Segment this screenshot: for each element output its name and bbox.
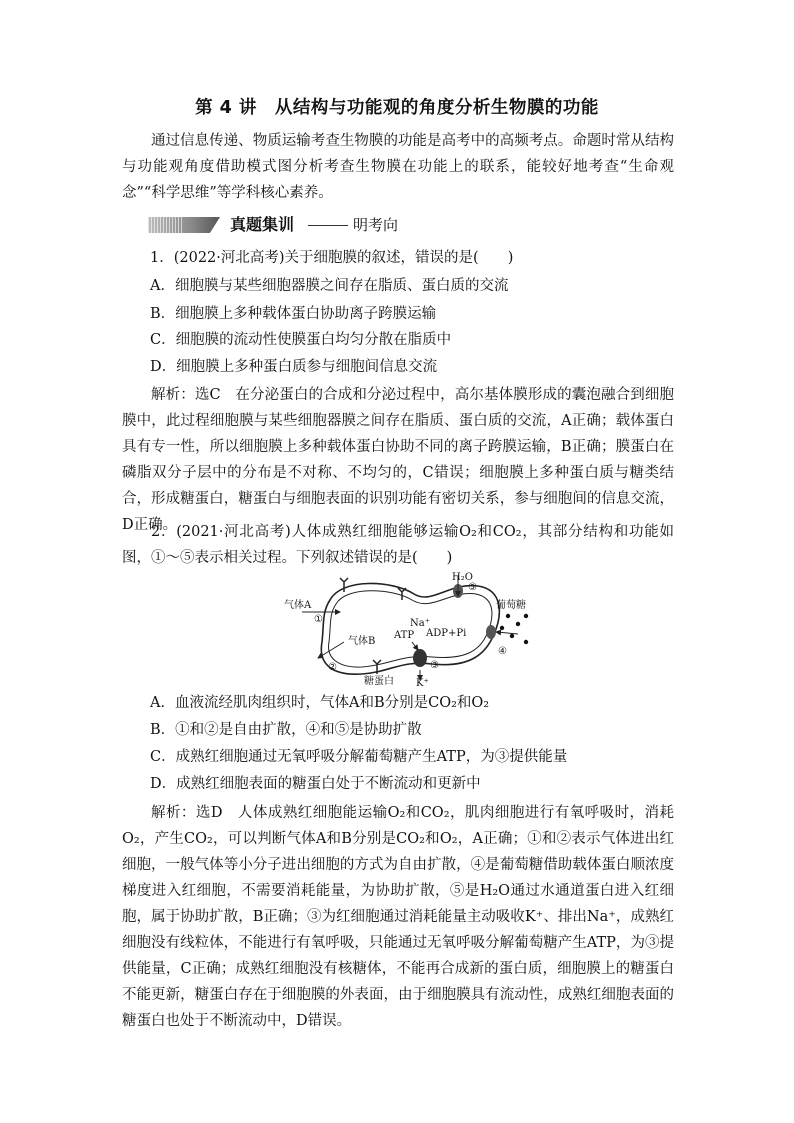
- label-glycoprotein: 糖蛋白: [364, 676, 394, 686]
- label-h2o: H₂O: [452, 572, 473, 583]
- red-blood-cell-diagram: [282, 572, 540, 686]
- q2-option-a: A．血液流经肌肉组织时，气体A和B分别是CO₂和O₂: [150, 695, 490, 711]
- membrane-transport-figure: [282, 572, 540, 686]
- label-process-1: ①: [314, 614, 323, 625]
- question-2-stem: 2．(2021·河北高考)人体成熟红细胞能够运输O₂和CO₂，其部分结构和功能如图，①～⑤表示相关过程。下列叙述错误的是( ): [122, 524, 674, 566]
- label-process-3: ③: [430, 660, 439, 671]
- question-1-stem: 1．(2022·河北高考)关于细胞膜的叙述，错误的是( ): [150, 250, 514, 266]
- label-glucose: 葡萄糖: [496, 600, 526, 611]
- label-gas-b: 气体B: [348, 636, 376, 647]
- q2-option-c: C．成熟红细胞通过无氧呼吸分解葡萄糖产生ATP，为③提供能量: [150, 749, 568, 765]
- intro-paragraph: 通过信息传递、物质运输考查生物膜的功能是高考中的高频考点。命题时常从结构与功能观角度借助模式图分析考查生物膜在功能上的联系，能较好地考查“生命观念”“科学思维”等学科核心素养。: [122, 133, 674, 201]
- label-process-4: ④: [498, 646, 507, 657]
- section-heading: 真题集训: [230, 215, 295, 234]
- glycoprotein-icon-2: [398, 588, 406, 600]
- section-subheading: 明考向: [353, 216, 399, 234]
- label-process-2: ②: [328, 662, 337, 673]
- label-k: K⁺: [416, 678, 429, 686]
- section-header: [148, 213, 548, 237]
- q1-option-a: A．细胞膜与某些细胞器膜之间存在脂质、蛋白质的交流: [150, 278, 509, 294]
- label-adp: ADP+Pi: [426, 628, 467, 639]
- q1-analysis: 解析：选C 在分泌蛋白的合成和分泌过程中，高尔基体膜形成的囊泡融合到细胞膜中，此过程细胞膜与某些细胞器膜之间存在脂质、蛋白质的交流，A正确；载体蛋白具有专一性，所以细胞膜上多种载体蛋白协助不同的离子跨膜运输，B正确；膜蛋白在磷脂双分子层中的分布是不对称、不均匀的，C错误；细胞膜上多种蛋白质与糖类结合，形成糖蛋白，糖蛋白与细胞表面的识别功能有密切关系，参与细胞间的信息交流，D正确。: [122, 387, 674, 533]
- section-banner-icon: [148, 217, 220, 233]
- label-process-5: ⑤: [468, 582, 477, 593]
- q1-option-b: B．细胞膜上多种载体蛋白协助离子跨膜运输: [150, 306, 437, 322]
- section-divider: [308, 225, 348, 226]
- sodium-potassium-pump: [413, 649, 427, 667]
- label-gas-a: 气体A: [284, 600, 312, 611]
- label-atp: ATP: [394, 630, 415, 641]
- q1-option-d: D．细胞膜上多种蛋白质参与细胞间信息交流: [150, 359, 438, 375]
- glucose-carrier-protein: [486, 625, 496, 639]
- q1-option-c: C．细胞膜的流动性使膜蛋白均匀分散在脂质中: [150, 332, 452, 348]
- label-na: Na⁺: [410, 618, 430, 629]
- q2-analysis: 解析：选D 人体成熟红细胞能运输O₂和CO₂，肌肉细胞进行有氧呼吸时，消耗O₂，产生CO₂，可以判断气体A和B分别是CO₂和O₂，A正确；①和②表示气体进出红细胞，一般气体等小分子进出细胞的方式为自由扩散，④是葡萄糖借助载体蛋白顺浓度梯度进入红细胞，不需要消耗能量，为协助扩散，⑤是H₂O通过水通道蛋白进入红细胞，属于协助扩散，B正确；③为红细胞通过消耗能量主动吸收K⁺、排出Na⁺，成熟红细胞没有线粒体，不能进行有氧呼吸，只能通过无氧呼吸分解葡萄糖产生ATP，为③提供能量，C正确；成熟红细胞没有核糖体，不能再合成新的蛋白质，细胞膜上的糖蛋白不能更新，糖蛋白存在于细胞膜的外表面，由于细胞膜具有流动性，成熟红细胞表面的糖蛋白也处于不断流动中，D错误。: [122, 805, 674, 1029]
- page-title: 第 4 讲 从结构与功能观的角度分析生物膜的功能: [195, 98, 599, 118]
- q2-option-b: B．①和②是自由扩散，④和⑤是协助扩散: [150, 722, 422, 738]
- q2-option-d: D．成熟红细胞表面的糖蛋白处于不断流动和更新中: [150, 776, 481, 792]
